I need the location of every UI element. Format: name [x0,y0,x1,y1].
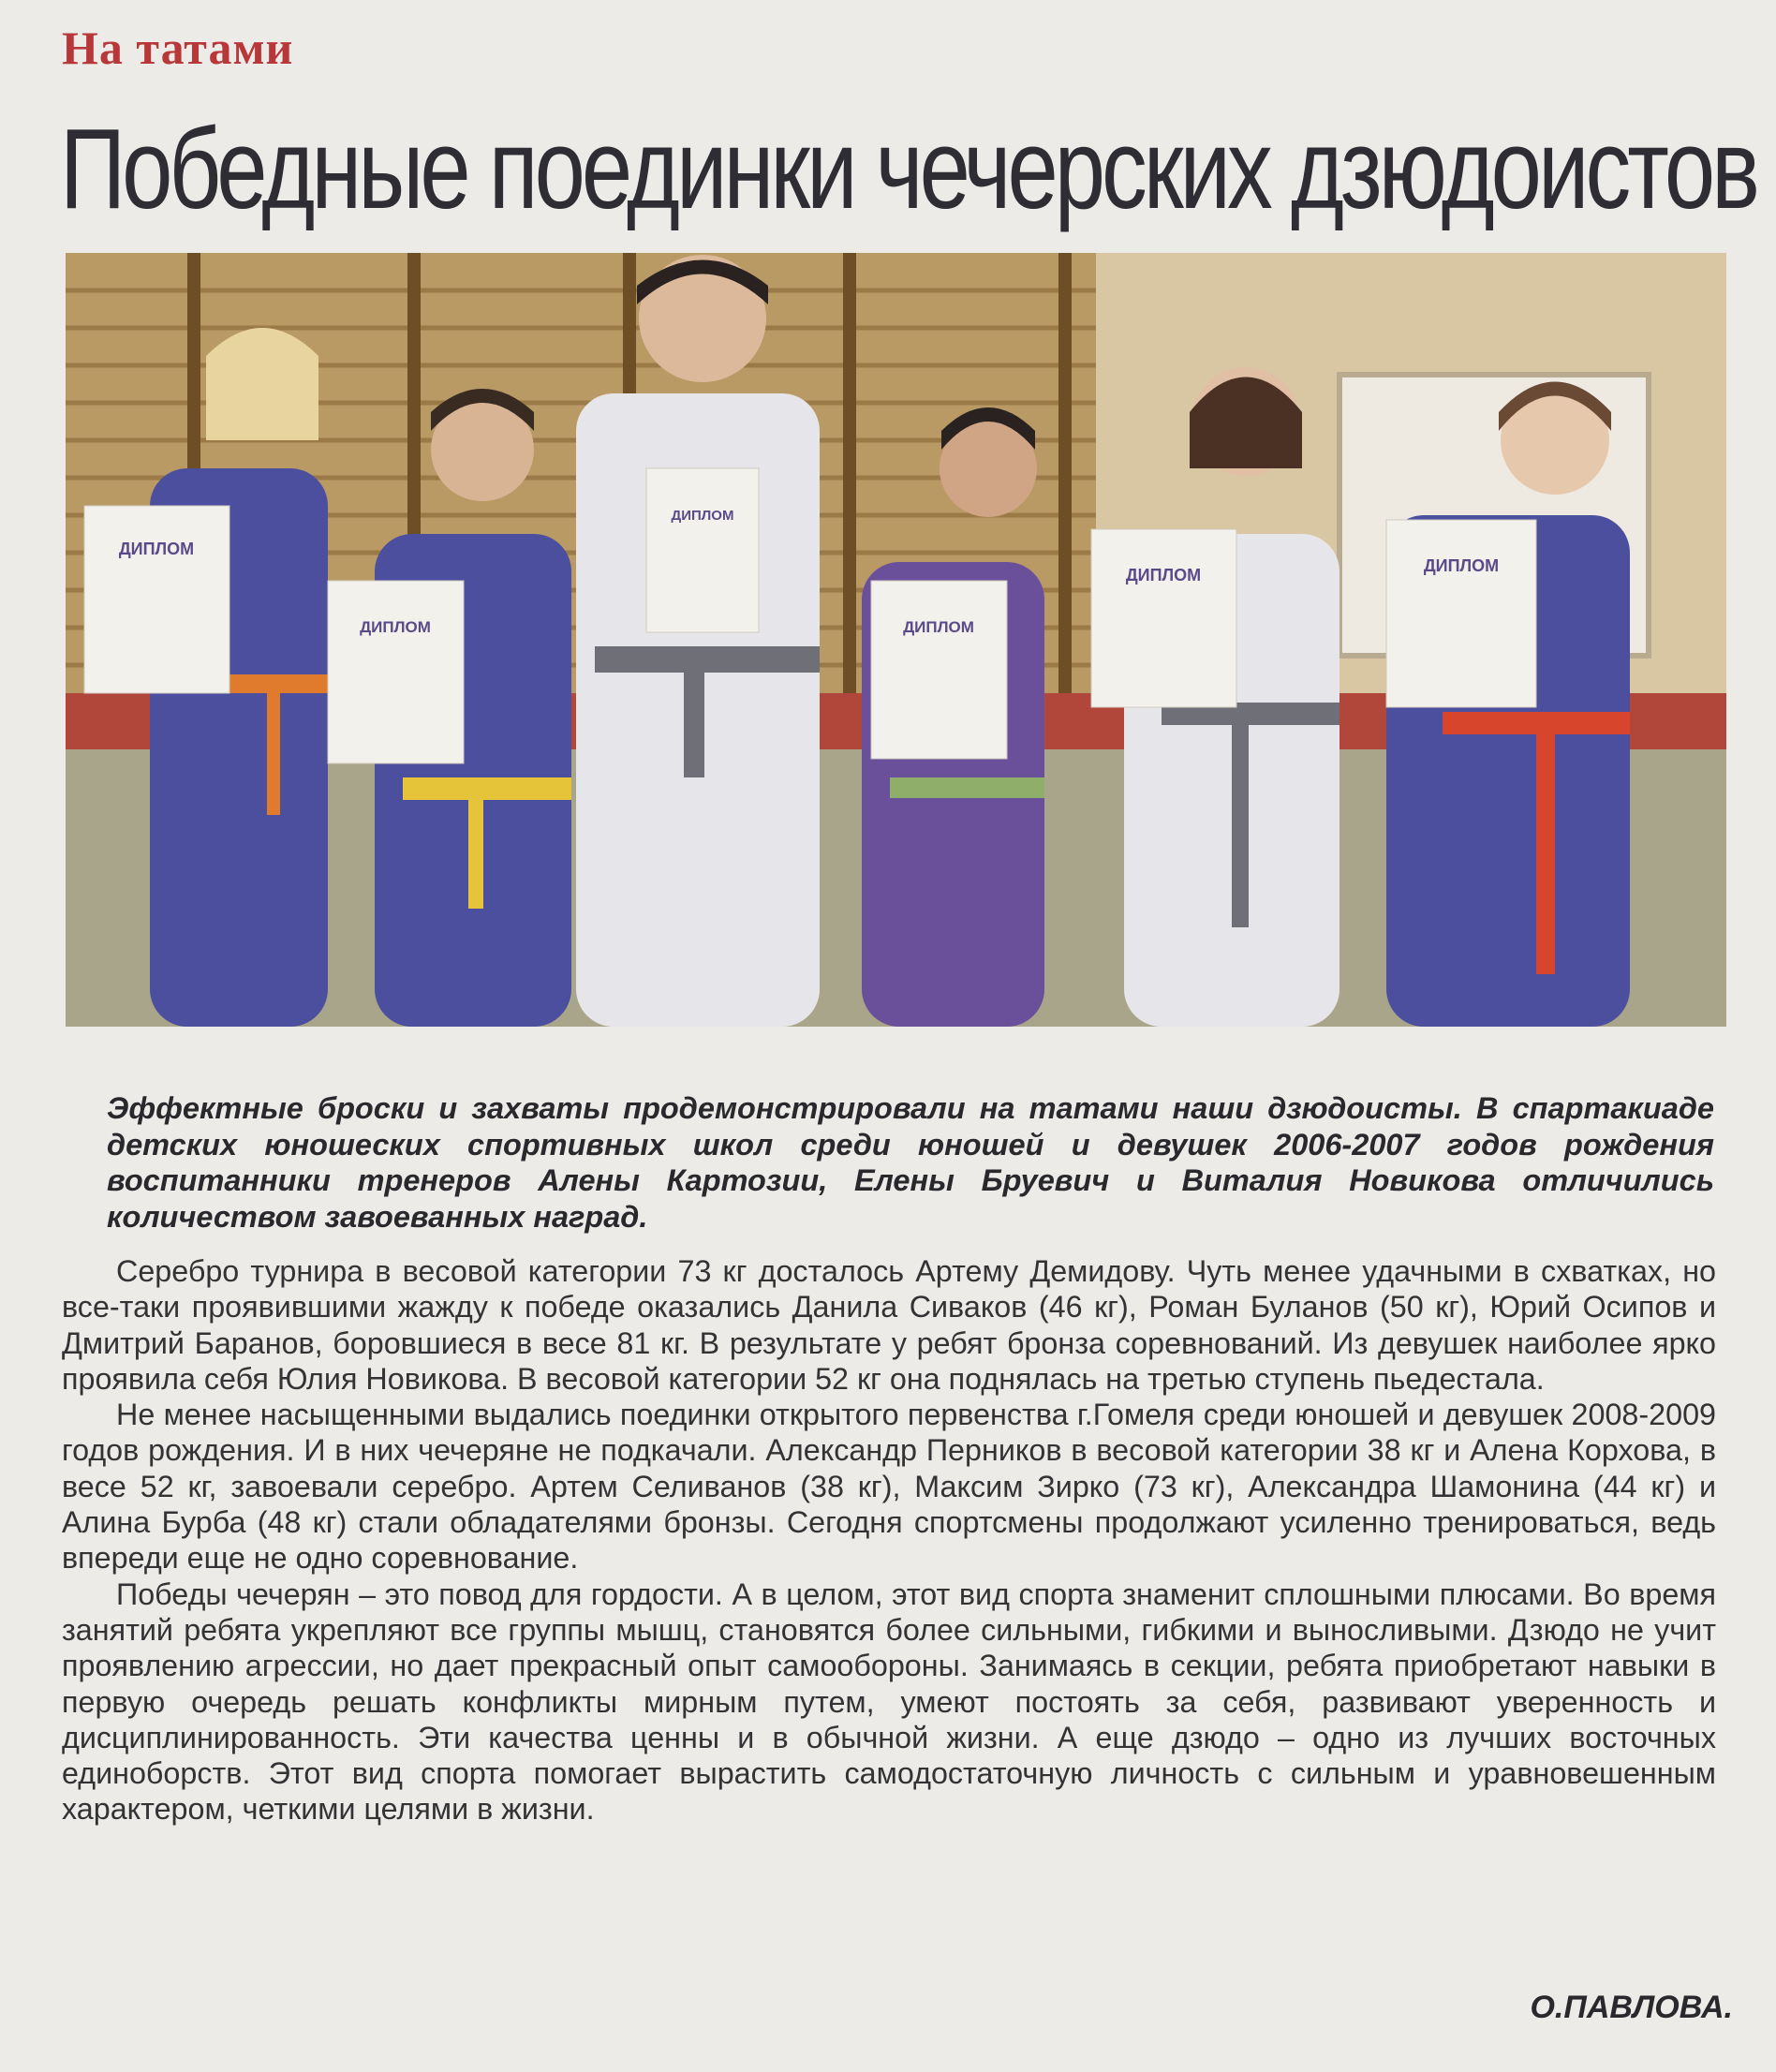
article-body [62,1253,1716,1828]
author-signature: О.ПАВЛОВА. [1530,1990,1733,2025]
article-lead: Эффектные броски и захваты продемонстрировали на татами наши дзюдоисты. В спартакиаде детских юношеских спортивных школ среди юношей и девушек 2006-2007 годов рождения воспитанники тренеров Алены Картозии, Елены Бруевич и Виталия Новикова отличились количеством завоеванных наград. [107,1091,1714,1234]
article-paragraph-3: Победы чечерян – это повод для гордости. А в целом, этот вид спорта знаменит сплошными плюсами. Во время занятий ребята укрепляют все группы мышц, становятся более сильными, гибкими и выносливыми. Дзюдо не учит проявлению агрессии, но дает прекрасный опыт самообороны. Занимаясь в секции, ребята приобретают навыки в первую очередь решать конфликты мирным путем, умеют постоять за себя, развивают уверенность и дисциплинированность. Эти качества ценны и в обычной жизни. А еще дзюдо – одно из лучших восточных единоборств. Этот вид спорта помогает вырастить самодостаточную личность с сильным и уравновешенным характером, четкими целями в жизни. [62,1576,1716,1827]
article-paragraph-2: Не менее насыщенными выдались поединки открытого первенства г.Гомеля среди юношей и девушек 2008-2009 годов рождения. И в них чечеряне не подкачали. Александр Перников в весовой категории 38 кг и Алена Корхова, в весе 52 кг, завоевали серебро. Артем Селиванов (38 кг), Максим Зирко (73 кг), Александра Шамонина (44 кг) и Алина Бурба (48 кг) стали обладателями бронзы. Сегодня спортсмены продолжают усиленно тренироваться, ведь впереди еще не одно соревнование. [62,1398,1716,1576]
diploma-5 [1091,529,1236,707]
svg-text:ДИПЛОМ: ДИПЛОМ [1423,556,1500,575]
svg-text:ДИПЛОМ: ДИПЛОМ [671,508,734,524]
diploma-1 [84,506,229,693]
team-photo [66,253,1726,1027]
svg-text:ДИПЛОМ: ДИПЛОМ [903,618,974,636]
diploma-6 [1386,520,1536,707]
diploma-2 [328,581,464,763]
svg-text:ДИПЛОМ: ДИПЛОМ [360,618,431,636]
rubric: На татами [62,22,294,74]
team-photo-illustration [66,253,1726,1027]
diploma-3 [646,468,759,632]
diploma-4 [871,581,1007,759]
article-paragraph-1: Серебро турнира в весовой категории 73 кг досталось Артему Демидову. Чуть менее удачными в схватках, но все-таки проявившими жажду к победе оказались Данила Сиваков (46 кг), Роман Буланов (50 кг), Юрий Осипов и Дмитрий Баранов, боровшиеся в весе 81 кг. В результате у ребят бронза соревнований. Из девушек наиболее ярко проявила себя Юлия Новикова. В весовой категории 52 кг она поднялась на третью ступень пьедестала. [62,1254,1716,1396]
headline: Победные поединки чечерских дзюдоистов [60,105,1757,232]
svg-text:ДИПЛОМ: ДИПЛОМ [1125,566,1202,585]
svg-text:ДИПЛОМ: ДИПЛОМ [118,540,195,558]
